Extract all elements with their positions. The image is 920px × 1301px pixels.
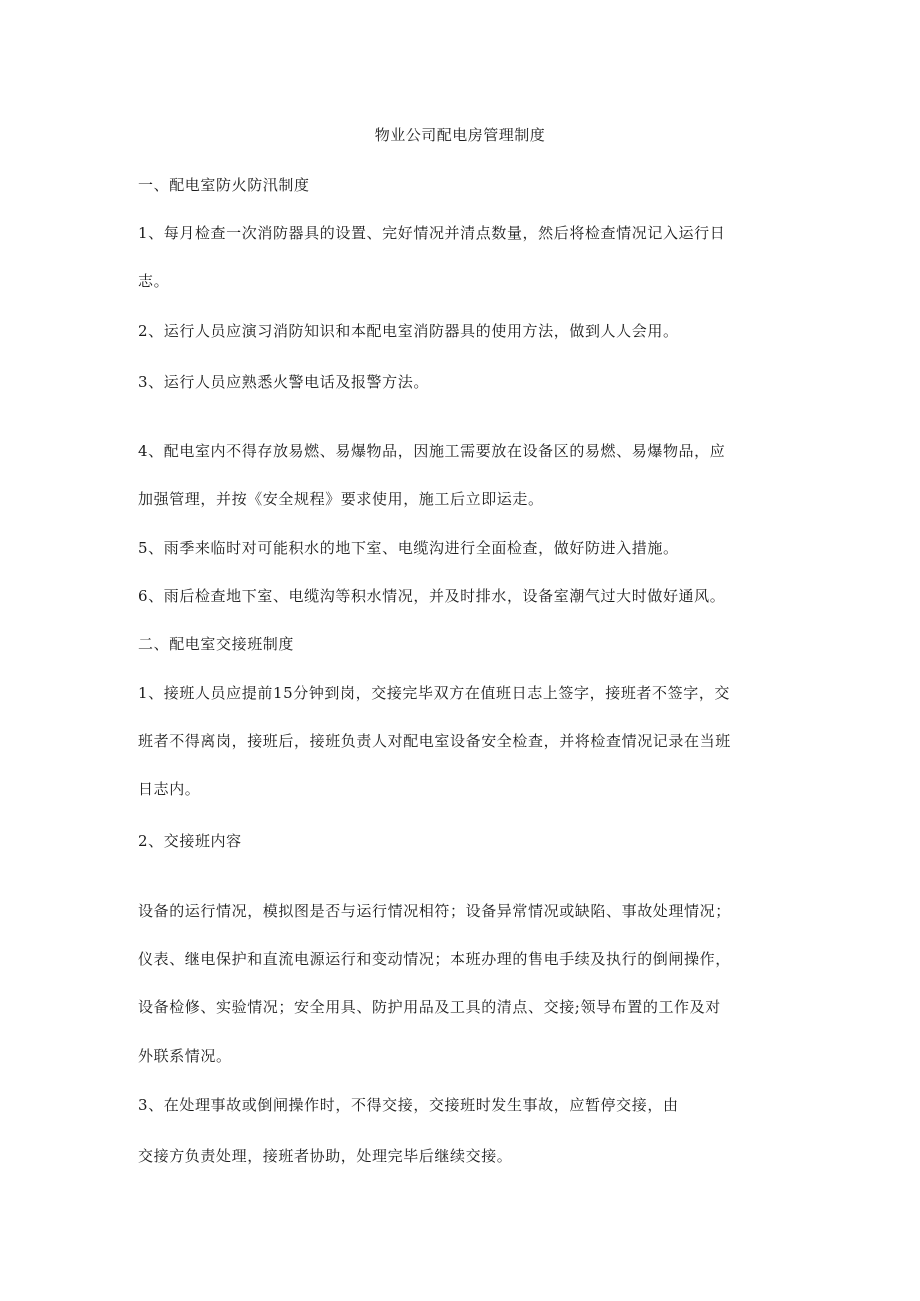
paragraph-line: 3、在处理事故或倒闸操作时，不得交接，交接班时发生事故，应暂停交接，由 — [138, 1096, 679, 1114]
paragraph-line: 6、雨后检查地下室、电缆沟等积水情况，并及时排水，设备室潮气过大时做好通风。 — [138, 587, 726, 605]
paragraph-line: 班者不得离岗，接班后，接班负责人对配电室设备安全检查，并将检查情况记录在当班 — [138, 732, 731, 750]
paragraph-line: 2、交接班内容 — [138, 832, 242, 850]
paragraph-line: 仪表、继电保护和直流电源运行和变动情况；本班办理的售电手续及执行的倒闸操作， — [138, 950, 731, 968]
paragraph-line: 加强管理，并按《安全规程》要求使用，施工后立即运走。 — [138, 490, 544, 508]
section-heading-shift-handover: 二、配电室交接班制度 — [138, 635, 295, 653]
paragraph-line: 日志内。 — [138, 780, 201, 798]
paragraph-line: 设备检修、实验情况；安全用具、防护用品及工具的清点、交接;领导布置的工作及对 — [138, 998, 721, 1016]
paragraph-line: 1、每月检查一次消防器具的设置、完好情况并清点数量，然后将检查情况记入运行日 — [138, 224, 726, 242]
paragraph-line: 1、接班人员应提前15分钟到岗，交接完毕双方在值班日志上签字，接班者不签字，交 — [138, 684, 731, 702]
paragraph-line: 外联系情况。 — [138, 1047, 232, 1065]
paragraph-line: 3、运行人员应熟悉火警电话及报警方法。 — [138, 373, 429, 391]
paragraph-line: 2、运行人员应演习消防知识和本配电室消防器具的使用方法，做到人人会用。 — [138, 322, 679, 340]
paragraph-line: 交接方负责处理，接班者协助，处理完毕后继续交接。 — [138, 1147, 513, 1165]
page-title: 物业公司配电房管理制度 — [374, 126, 546, 144]
paragraph-line: 5、雨季来临时对可能积水的地下室、电缆沟进行全面检查，做好防进入措施。 — [138, 539, 679, 557]
section-heading-fire-flood: 一、配电室防火防汛制度 — [138, 176, 310, 194]
paragraph-line: 志。 — [138, 272, 170, 290]
paragraph-line: 4、配电室内不得存放易燃、易爆物品，因施工需要放在设备区的易燃、易爆物品，应 — [138, 442, 726, 460]
paragraph-line: 设备的运行情况，模拟图是否与运行情况相符；设备异常情况或缺陷、事故处理情况； — [138, 902, 731, 920]
